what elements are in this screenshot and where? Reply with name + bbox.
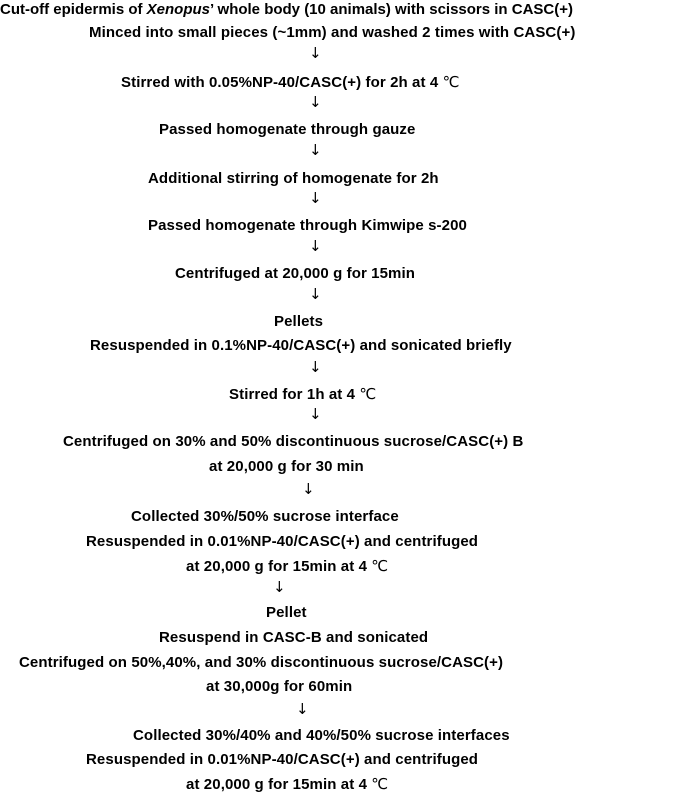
degree-celsius-unit: ℃ <box>359 385 377 403</box>
step-text: Additional stirring of homogenate for 2h <box>148 170 439 187</box>
step-centrifuge-3 <box>186 775 388 794</box>
step-pellet <box>266 604 307 622</box>
step-text: at 20,000 g for 15min at 4 <box>186 558 372 575</box>
step-centrifuge-2 <box>186 557 388 576</box>
arrow-down-icon: ↓ <box>309 93 322 111</box>
protocol-title-line <box>0 1 573 19</box>
arrow-down-icon: ↓ <box>309 358 322 376</box>
step-centrifuge-1 <box>175 265 415 283</box>
species-name: Xenopus <box>146 1 211 18</box>
degree-celsius-unit: ℃ <box>442 73 460 91</box>
step-resuspend-casc-b <box>159 629 428 647</box>
step-text: Minced into small pieces (~1mm) and washed 2 times with CASC(+) <box>89 24 576 41</box>
step-collect-interfaces <box>133 727 510 745</box>
step-text: Pellets <box>274 313 324 330</box>
degree-celsius-unit: ℃ <box>371 557 389 575</box>
step-mince <box>89 24 575 42</box>
step-text: Stirred for 1h at 4 <box>229 386 360 403</box>
step-resuspend-sonicate <box>90 337 512 355</box>
step-text: Centrifuged at 20,000 g for 15min <box>175 265 416 282</box>
step-sucrose-gradient-1-speed <box>209 458 364 476</box>
step-stir-1h <box>229 385 376 404</box>
arrow-down-icon: ↓ <box>309 141 322 159</box>
step-sucrose-gradient-2-speed <box>206 678 352 696</box>
step-text: Centrifuged on 30% and 50% discontinuous sucrose/CASC(+) B <box>63 433 524 450</box>
step-text: Resuspend in CASC-B and sonicated <box>159 629 429 646</box>
step-text: Resuspended in 0.01%NP-40/CASC(+) and centrifuged <box>86 751 479 768</box>
arrow-down-icon: ↓ <box>309 189 322 207</box>
step-resuspend-centrifuge-2 <box>86 751 478 769</box>
step-text: Passed homogenate through Kimwipe s-200 <box>148 217 467 234</box>
step-text: Resuspended in 0.1%NP-40/CASC(+) and sonicated briefly <box>90 337 512 354</box>
title-before: Cut-off epidermis of <box>0 1 147 18</box>
step-sucrose-gradient-1 <box>63 433 523 451</box>
step-collect-interface <box>131 508 399 526</box>
step-text: Collected 30%/50% sucrose interface <box>131 508 399 525</box>
arrow-down-icon: ↓ <box>273 578 286 596</box>
arrow-down-icon: ↓ <box>309 285 322 303</box>
title-after: ’ whole body (10 animals) with scissors in CASC(+) <box>210 1 574 18</box>
step-kimwipe <box>148 217 467 235</box>
step-text: at 20,000 g for 30 min <box>209 458 364 475</box>
arrow-down-icon: ↓ <box>309 405 322 423</box>
step-stir-np40 <box>121 73 460 92</box>
arrow-down-icon: ↓ <box>309 237 322 255</box>
step-pellets <box>274 313 323 331</box>
arrow-down-icon: ↓ <box>309 44 322 62</box>
step-text: Passed homogenate through gauze <box>159 121 416 138</box>
step-text: Stirred with 0.05%NP-40/CASC(+) for 2h at 4 <box>121 74 443 91</box>
step-text: Centrifuged on 50%,40%, and 30% discontinuous sucrose/CASC(+) <box>19 654 504 671</box>
step-sucrose-gradient-2 <box>19 654 503 672</box>
arrow-down-icon: ↓ <box>302 480 315 498</box>
step-text: Pellet <box>266 604 307 621</box>
arrow-down-icon: ↓ <box>296 700 309 718</box>
step-gauze <box>159 121 415 139</box>
step-additional-stirring <box>148 170 439 188</box>
step-text: at 30,000g for 60min <box>206 678 353 695</box>
step-text: Collected 30%/40% and 40%/50% sucrose interfaces <box>133 727 510 744</box>
step-text: at 20,000 g for 15min at 4 <box>186 776 372 793</box>
step-text: Resuspended in 0.01%NP-40/CASC(+) and centrifuged <box>86 533 479 550</box>
step-resuspend-centrifuge-1 <box>86 533 478 551</box>
degree-celsius-unit: ℃ <box>371 775 389 793</box>
